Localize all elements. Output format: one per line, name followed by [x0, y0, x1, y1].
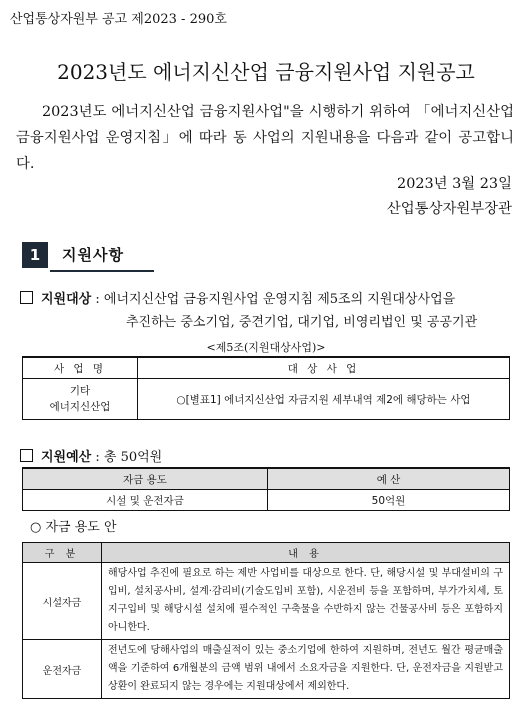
fund-use-table	[22, 542, 510, 699]
page-title: 2023년도 에너지신산업 금융지원사업 지원공고	[57, 60, 475, 84]
table-header: 내 용	[102, 543, 510, 563]
table-header: 사 업 명	[23, 357, 138, 379]
budget-label: 지원예산	[41, 450, 92, 465]
intro-text: 2023년도 에너지신산업 금융지원사업"을 시행하기 위하여 「에너지신산업 금융지원사업 운영지침」에 따라 동 사업의 지원내용을 다음과 같이 공고합니다.	[16, 104, 514, 172]
budget-amount-cell: 50억원	[268, 490, 510, 511]
table-header: 예 산	[268, 468, 510, 490]
target-table	[22, 356, 510, 420]
target-text-1: : 에너지신산업 금융지원사업 운영지침 제5조의 지원대상사업을	[95, 292, 456, 307]
table-row	[23, 379, 510, 420]
notice-number: 산업통상자원부 공고 제2023 - 290호	[10, 12, 227, 27]
table-caption: <제5조(지원대상사업)>	[206, 341, 326, 354]
target-label: 지원대상	[41, 292, 92, 307]
checkbox-square-icon	[20, 291, 33, 304]
table-row	[23, 640, 510, 699]
business-name-line1: 기타	[69, 385, 91, 397]
table-header: 자금 용도	[23, 468, 268, 490]
fund-use-cell: 시설 및 운전자금	[23, 490, 268, 511]
table-row	[23, 563, 510, 640]
table-header: 구 분	[23, 543, 102, 563]
checkbox-square-icon	[20, 449, 33, 462]
section-number: 1	[22, 242, 48, 268]
fund-content-cell: 전년도에 당해사업의 매출실적이 있는 중소기업에 한하여 지원하며, 전년도 월간 평균매출액을 기준하여 6개월분의 금액 범위 내에서 소요자금을 지원한다. 단, 운전자금을 지원받고 상환이 완료되지 않는 경우에는 지원대상에서 제외한다.	[102, 640, 510, 699]
table-row	[23, 490, 510, 511]
target-line	[20, 288, 455, 307]
fund-type-cell: 시설자금	[23, 563, 102, 640]
fund-content-cell: 해당사업 추진에 필요로 하는 제반 사업비를 대상으로 한다. 단, 해당시설 및 부대설비의 구입비, 설치공사비, 설계·감리비(기술도입비 포함), 시운전비 등을 포함하며, 부가가치세, 토지구입비 및 해당시설 설치에 필수적인 구축물을 수반하지 않는 건물공사비 등은 포함하지 아니한다.	[102, 563, 510, 640]
target-text-2: 추진하는 중소기업, 중견기업, 대기업, 비영리법인 및 공공기관	[126, 315, 478, 330]
business-name-cell	[23, 379, 138, 420]
target-business-cell: ○[별표1] 에너지신산업 자금지원 세부내역 제2에 해당하는 사업	[138, 379, 510, 420]
section-underline	[50, 270, 154, 272]
budget-text: : 총 50억원	[95, 450, 163, 465]
signature: 산업통상자원부장관	[386, 201, 512, 217]
business-name-line2: 에너지신산업	[49, 401, 111, 413]
section-title: 지원사항	[62, 246, 124, 264]
intro-paragraph	[16, 99, 514, 177]
table-header: 대 상 사 업	[138, 357, 510, 379]
notice-date: 2023년 3월 23일	[397, 176, 512, 192]
fund-type-cell: 운전자금	[23, 640, 102, 699]
budget-table	[22, 467, 510, 511]
fund-use-heading: ○ 자금 용도 안	[30, 520, 117, 535]
budget-line	[20, 446, 162, 465]
